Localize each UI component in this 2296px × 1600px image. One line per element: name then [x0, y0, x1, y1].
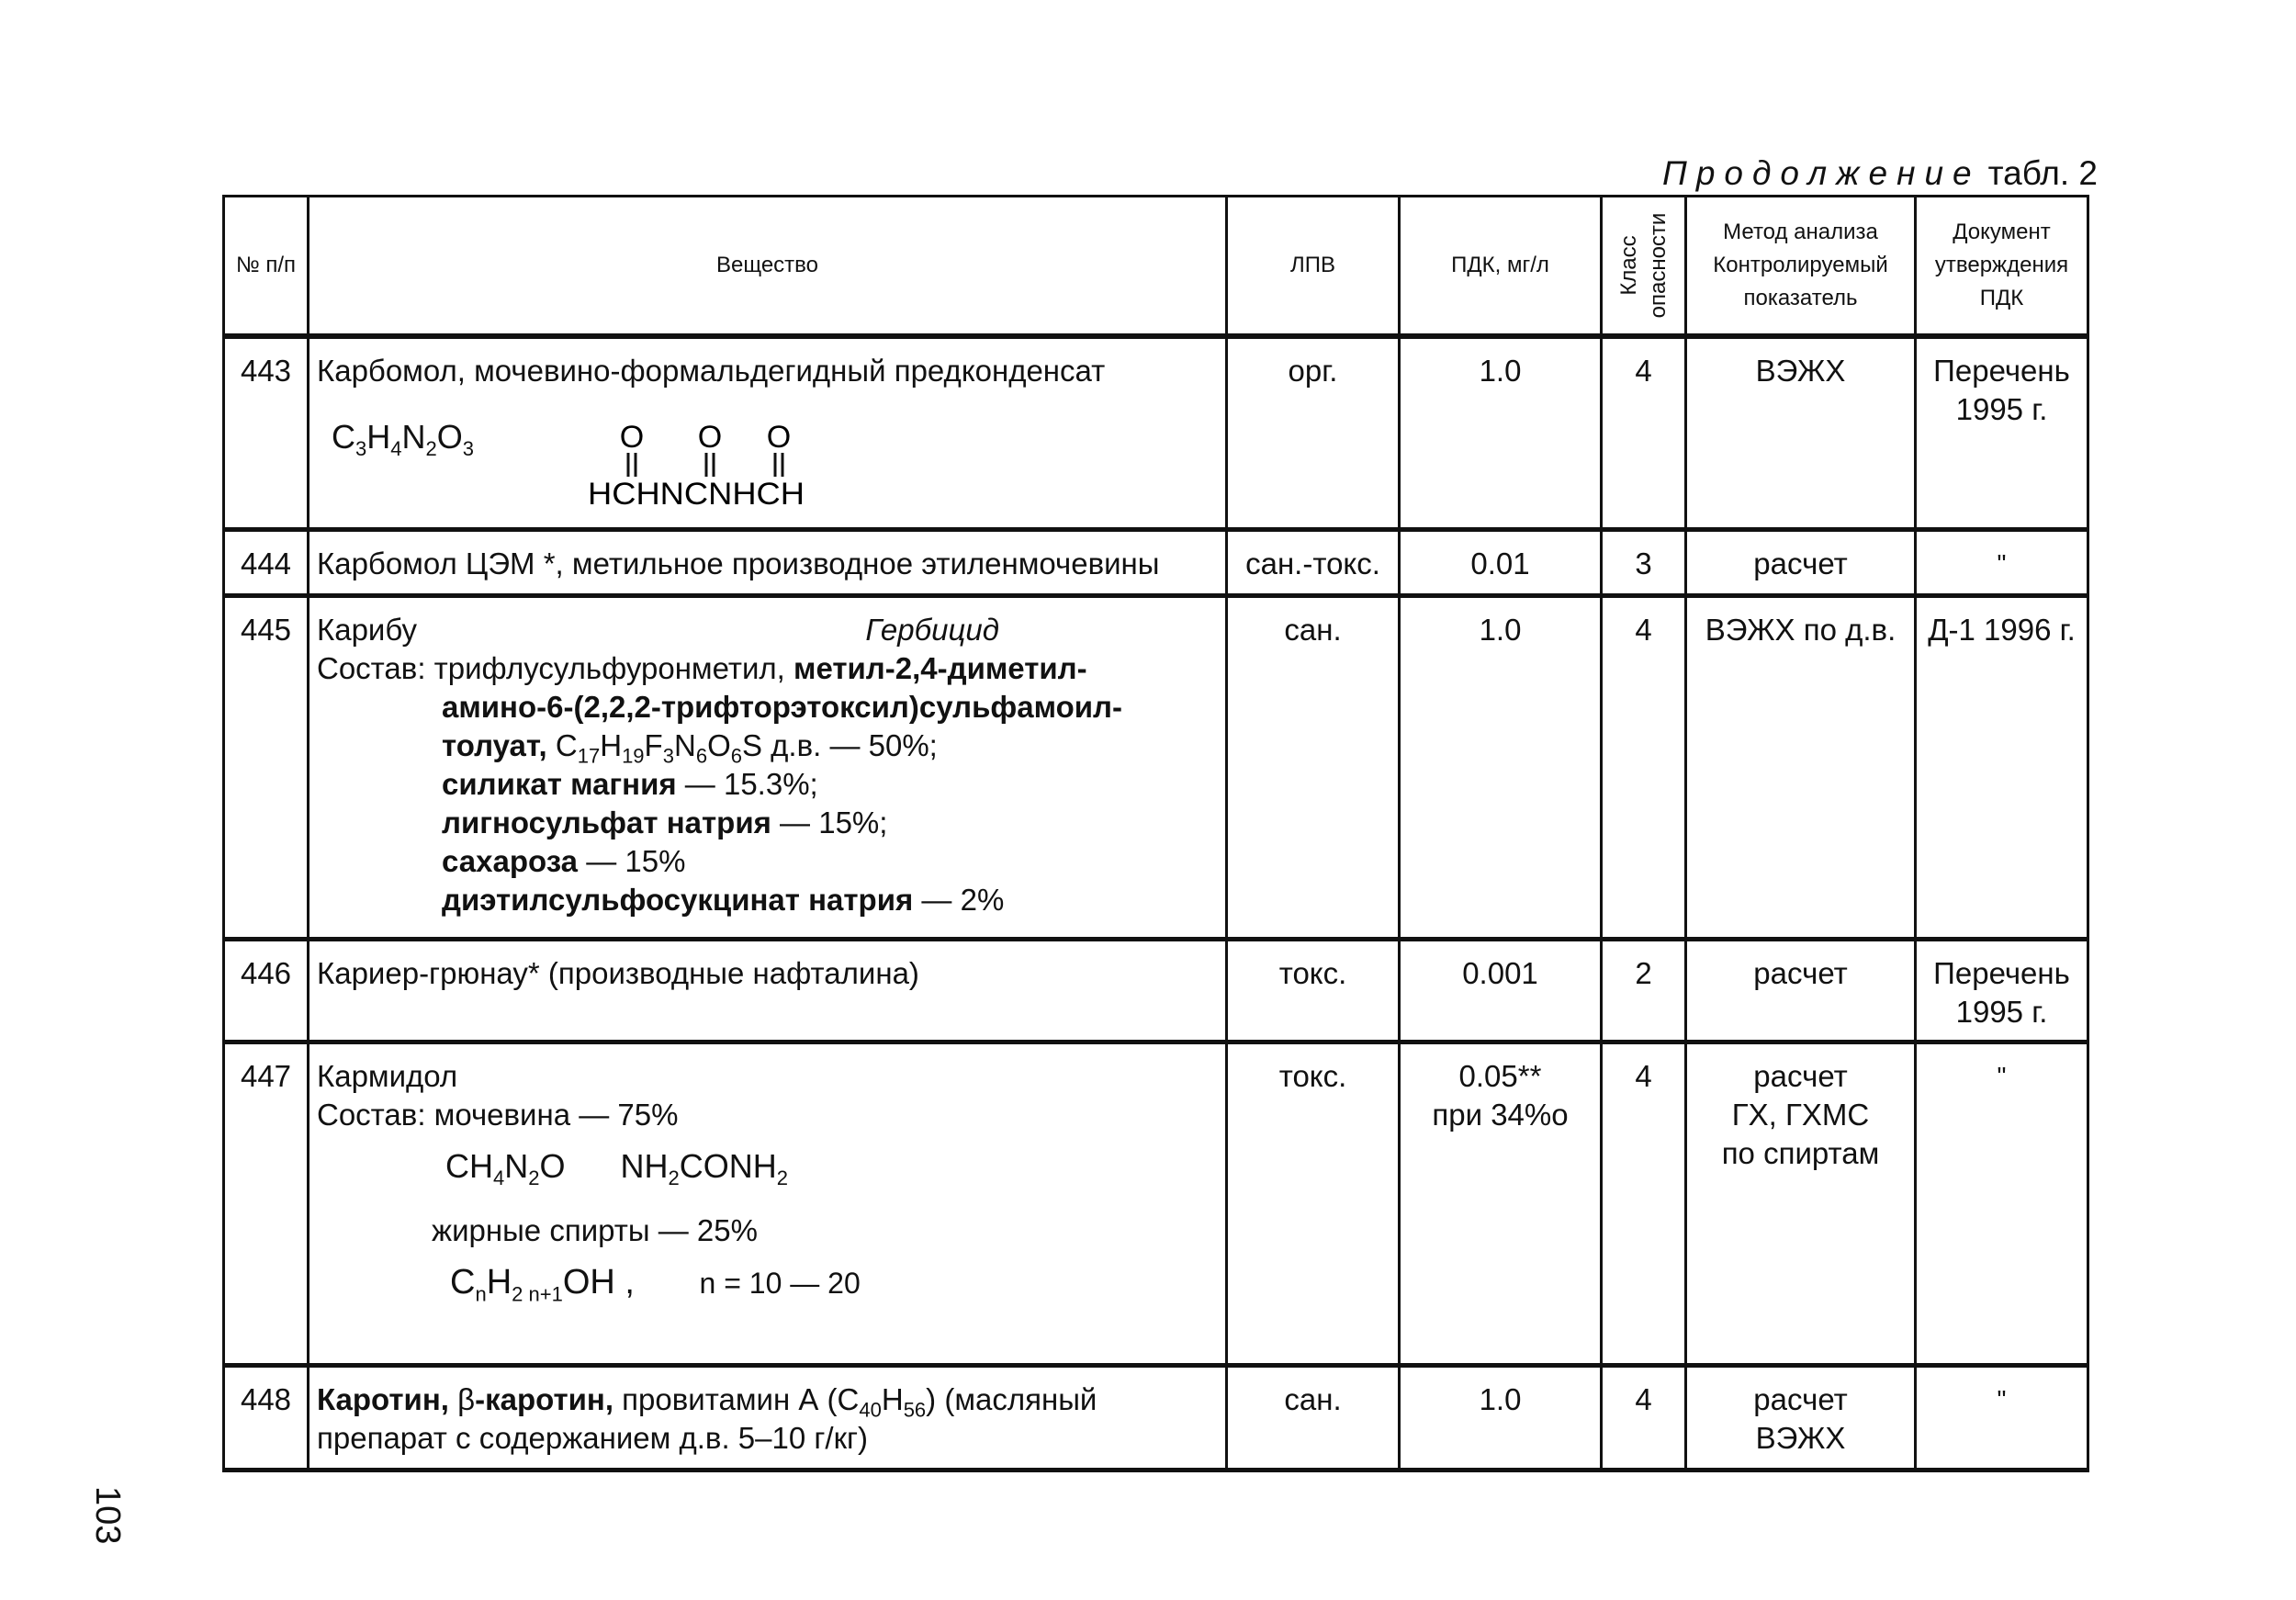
formula-448: $C_{40}H_{56}$	[837, 1381, 927, 1422]
svg-text:O: O	[766, 420, 792, 455]
formula-447-c: $C_nH_{2 n+1}OH$	[450, 1262, 615, 1306]
page-number: 103	[88, 1486, 127, 1545]
substance-cell	[309, 1042, 1227, 1365]
substance-cell	[309, 1365, 1227, 1470]
pdk-cell: 0.05** при 34%о	[1400, 1042, 1602, 1365]
row-num: 444	[224, 529, 309, 595]
lpv-cell: токс.	[1227, 1042, 1400, 1365]
substance-name: Кариер-грюнау* (производные нафталина)	[309, 939, 1227, 1042]
formula-445: $C_{17}H_{19}F_3N_6O_6S$	[555, 727, 762, 768]
table-row-444	[224, 529, 2088, 595]
hazard-cell: 2	[1602, 939, 1686, 1042]
doc-cell: "	[1916, 529, 2088, 595]
method-cell: расчет ВЭЖХ	[1686, 1365, 1916, 1470]
substance-name-line2: препарат с содержанием д.в. 5–10 г/кг)	[317, 1420, 869, 1455]
substance-type: Гербицид	[865, 612, 999, 647]
header-num: № п/п	[224, 197, 309, 337]
lpv-cell: сан.	[1227, 1365, 1400, 1470]
table-header-row	[224, 197, 2088, 337]
row-num: 446	[224, 939, 309, 1042]
header-substance: Вещество	[309, 197, 1227, 337]
lpv-cell: токс.	[1227, 939, 1400, 1042]
doc-cell: Перечень 1995 г.	[1916, 939, 2088, 1042]
doc-cell: Д-1 1996 г.	[1916, 595, 2088, 939]
composition-line: Состав: мочевина — 75%	[317, 1097, 679, 1132]
doc-cell: "	[1916, 1365, 2088, 1470]
formula-line: $C_nH_{2 n+1}OH$ , n = 10 — 20	[450, 1262, 861, 1306]
header-document: Документ утверждения ПДК	[1916, 197, 2088, 337]
continuation-word: Продолжение	[1662, 154, 1981, 192]
substance-name: Карбомол, мочевино-формальдегидный предконденсат	[317, 354, 1106, 388]
hazard-cell: 4	[1602, 1042, 1686, 1365]
hazard-cell: 3	[1602, 529, 1686, 595]
composition-line: Состав: трифлусульфуронметил, метил-2,4-диметил-	[317, 650, 1087, 685]
formula-443: $C_3H_4N_2O_3$	[332, 418, 475, 461]
composition-line: амино-6-(2,2,2-трифторэтоксил)сульфамоил-	[442, 689, 1122, 724]
substance-name: Кармидол	[317, 1058, 458, 1093]
pdk-cell: 0.001	[1400, 939, 1602, 1042]
header-hazard	[1602, 197, 1686, 337]
substance-name: Карибу	[317, 612, 418, 647]
lpv-cell: сан.-токс.	[1227, 529, 1400, 595]
method-cell: расчет	[1686, 939, 1916, 1042]
pdk-cell: 1.0	[1400, 1365, 1602, 1470]
hazard-cell: 4	[1602, 336, 1686, 529]
doc-cell: Перечень 1995 г.	[1916, 336, 2088, 529]
svg-text:O: O	[619, 420, 645, 455]
header-pdk: ПДК, мг/л	[1400, 197, 1602, 337]
continuation-table-ref: табл. 2	[1987, 154, 2098, 192]
composition-line: лигносульфат натрия — 15%;	[442, 805, 888, 839]
method-cell: расчет	[1686, 529, 1916, 595]
composition-line: диэтилсульфосукцинат натрия — 2%	[442, 882, 1005, 917]
pdk-cell: 1.0	[1400, 595, 1602, 939]
svg-text:O: O	[697, 420, 723, 455]
svg-text:HCHNCNHCH: HCHNCNHCH	[588, 477, 805, 510]
header-hazard-line1: Класс	[1615, 235, 1641, 296]
lpv-cell: сан.	[1227, 595, 1400, 939]
formula-447-a: $CH_4N_2O$	[445, 1146, 566, 1189]
composition-line: сахароза — 15%	[442, 843, 686, 878]
formula-line	[317, 418, 1220, 510]
table-row-447	[224, 1042, 2088, 1365]
doc-cell: "	[1916, 1042, 2088, 1365]
row-num: 448	[224, 1365, 309, 1470]
structural-formula-443	[584, 418, 860, 510]
formula-447-n: n = 10 — 20	[699, 1266, 861, 1300]
substance-name: Карбомол ЦЭМ *, метильное производное этиленмочевины	[309, 529, 1227, 595]
substance-cell	[309, 336, 1227, 529]
method-cell: ВЭЖХ по д.в.	[1686, 595, 1916, 939]
formula-447-b: $NH_2CONH_2$	[620, 1146, 789, 1189]
pdk-cell: 1.0	[1400, 336, 1602, 529]
pdk-cell: 0.01	[1400, 529, 1602, 595]
method-cell: расчет ГХ, ГХМС по спиртам	[1686, 1042, 1916, 1365]
header-hazard-line2: опасности	[1645, 212, 1671, 319]
table-row-445	[224, 595, 2088, 939]
header-method: Метод анализа Контролируемый показатель	[1686, 197, 1916, 337]
table-row-443	[224, 336, 2088, 529]
hazard-cell: 4	[1602, 1365, 1686, 1470]
lpv-cell: орг.	[1227, 336, 1400, 529]
table-row-448	[224, 1365, 2088, 1470]
continuation-label	[1662, 154, 2098, 193]
substances-table	[222, 195, 2089, 1472]
composition-line: толуат, $C_{17}H_{19}F_3N_6O_6S$ д.в. — 50%;	[442, 727, 938, 768]
table-row-446	[224, 939, 2088, 1042]
formula-line	[317, 1146, 1220, 1189]
row-num: 443	[224, 336, 309, 529]
composition-line: жирные спирты — 25%	[432, 1212, 758, 1247]
substance-name: Каротин, β-каротин, провитамин А $(C_{40}H_{56})$ (масляный	[317, 1381, 1097, 1422]
hazard-cell: 4	[1602, 595, 1686, 939]
substance-cell	[309, 595, 1227, 939]
row-num: 447	[224, 1042, 309, 1365]
header-lpv: ЛПВ	[1227, 197, 1400, 337]
composition-line: силикат магния — 15.3%;	[442, 766, 818, 801]
method-cell: ВЭЖХ	[1686, 336, 1916, 529]
row-num: 445	[224, 595, 309, 939]
